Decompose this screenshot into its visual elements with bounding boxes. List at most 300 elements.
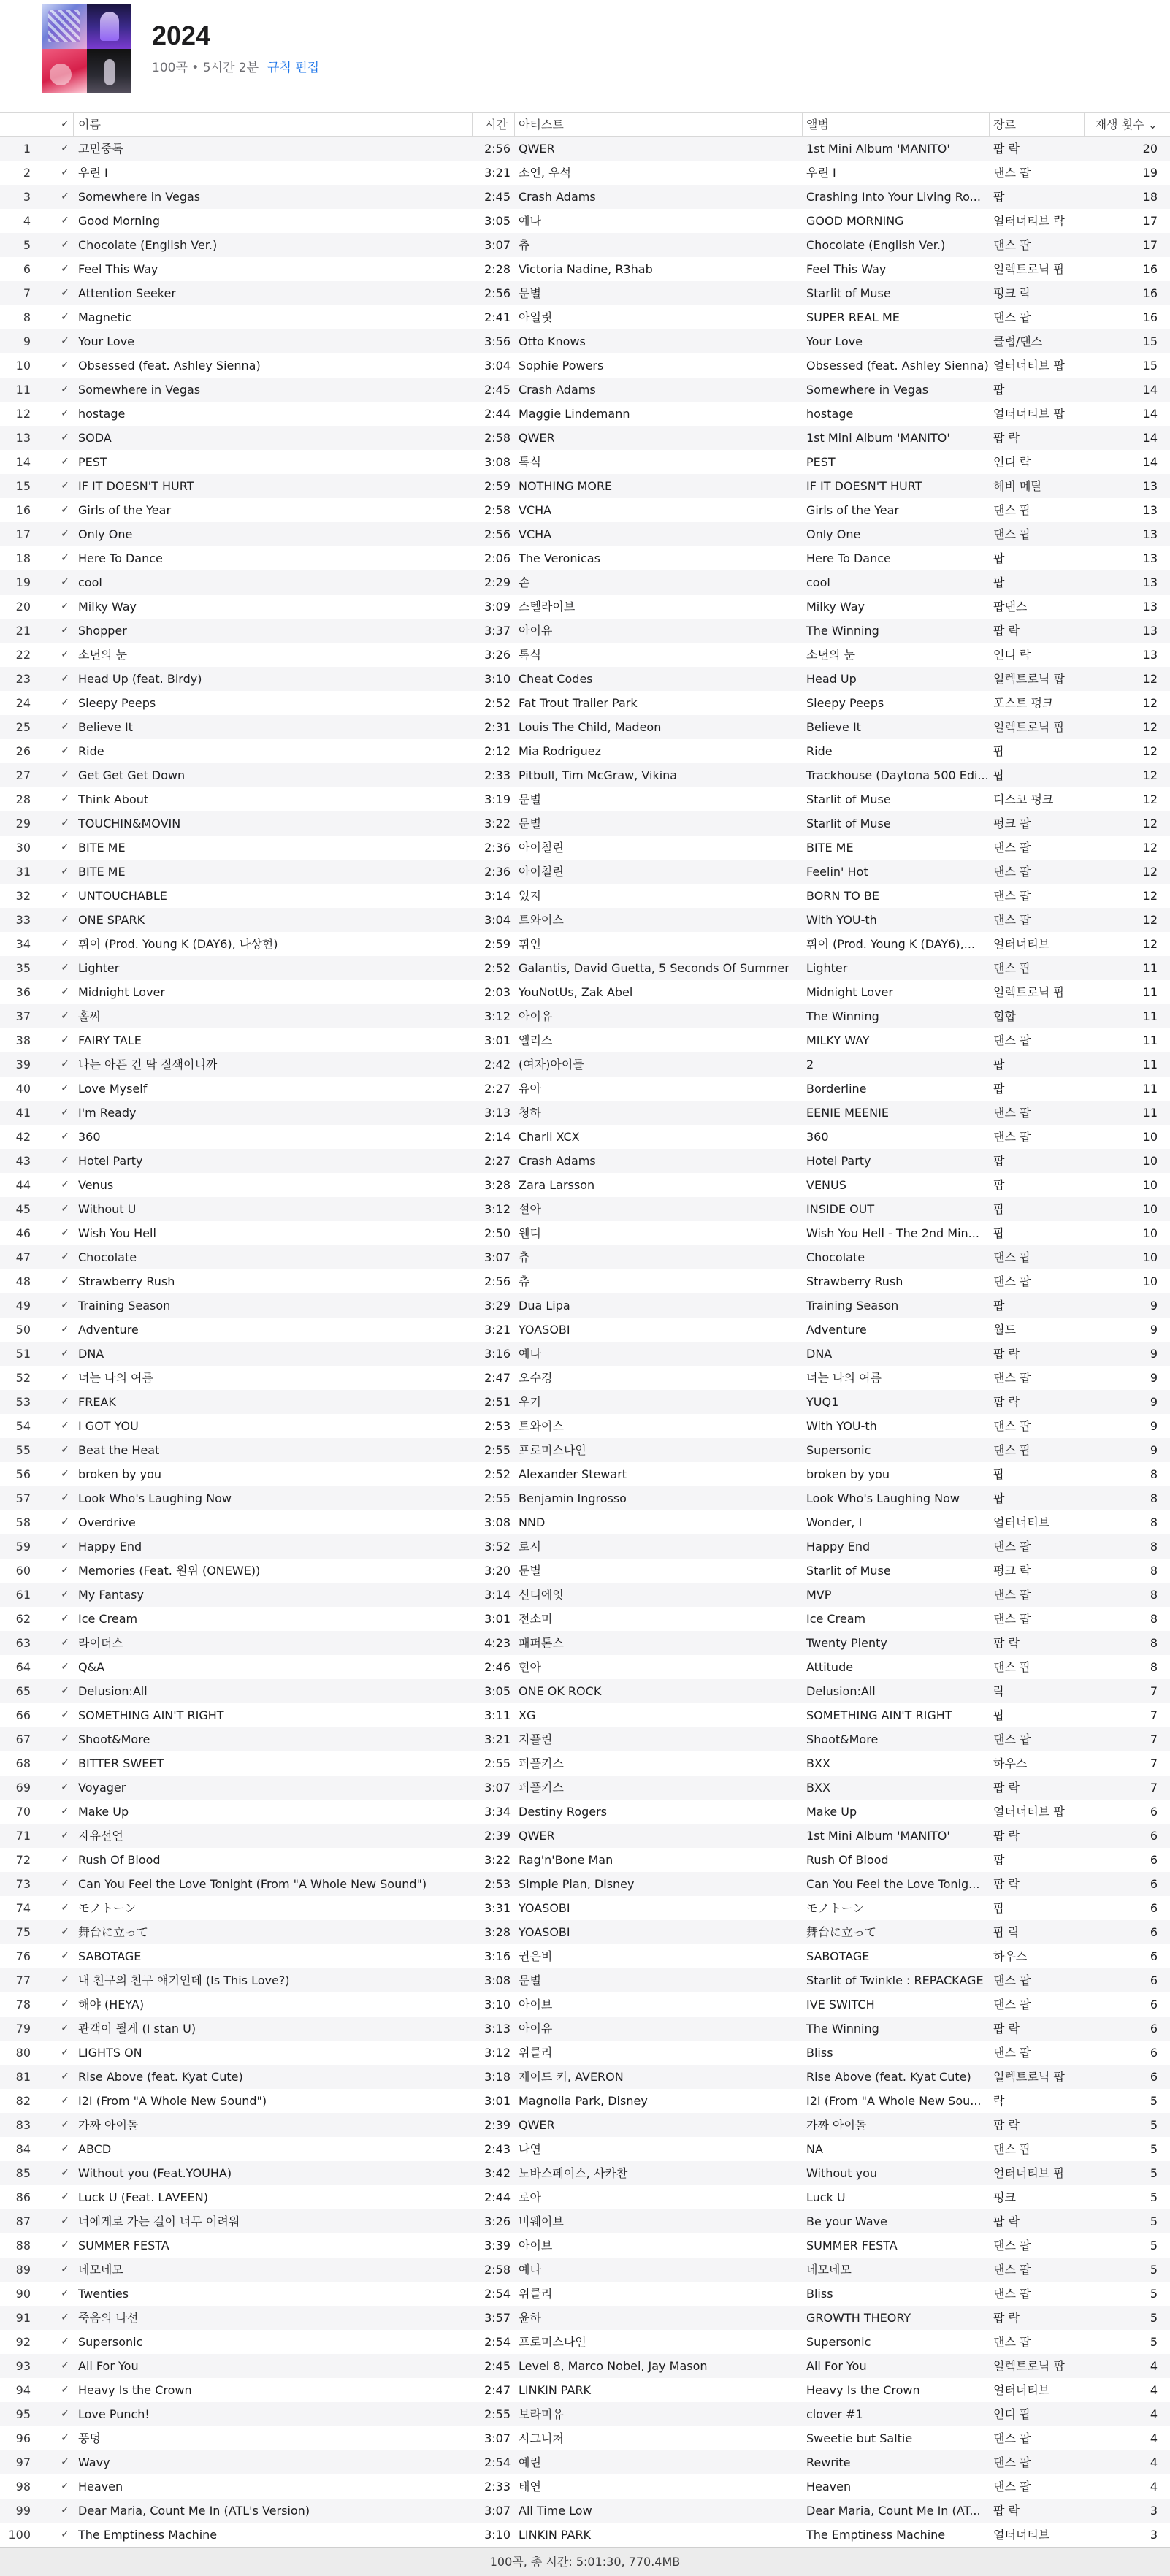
track-artist: Galantis, David Guetta, 5 Seconds Of Summer	[519, 961, 789, 975]
track-check-icon[interactable]: ✓	[61, 1275, 69, 1287]
table-row[interactable]	[0, 980, 1170, 1004]
track-check-icon[interactable]: ✓	[61, 890, 69, 901]
track-album: Crashing Into Your Living Ro...	[806, 190, 981, 204]
table-row[interactable]	[0, 1125, 1170, 1149]
table-row[interactable]	[0, 2185, 1170, 2209]
track-check-icon[interactable]: ✓	[61, 1010, 69, 1022]
table-row[interactable]	[0, 1366, 1170, 1390]
table-row[interactable]	[0, 1992, 1170, 2017]
table-row[interactable]	[0, 1559, 1170, 1583]
track-plays: 18	[1142, 190, 1158, 204]
track-check-icon[interactable]: ✓	[61, 1227, 69, 1239]
track-check-icon[interactable]: ✓	[61, 1830, 69, 1841]
track-name: Shoot&More	[78, 1732, 150, 1746]
column-header-bar	[0, 112, 1170, 137]
track-time: 3:07	[484, 1250, 511, 1264]
table-row[interactable]	[0, 2354, 1170, 2378]
track-check-icon[interactable]: ✓	[61, 600, 69, 612]
track-check-icon[interactable]: ✓	[61, 1998, 69, 2010]
track-number: 79	[15, 2022, 31, 2036]
track-time: 3:07	[484, 1781, 511, 1795]
table-row[interactable]	[0, 932, 1170, 956]
track-name: Luck U (Feat. LAVEEN)	[78, 2190, 208, 2204]
table-row[interactable]	[0, 402, 1170, 426]
track-check-icon[interactable]: ✓	[61, 1348, 69, 1359]
track-name: I GOT YOU	[78, 1419, 139, 1433]
track-check-icon[interactable]: ✓	[61, 1107, 69, 1118]
table-row[interactable]	[0, 1607, 1170, 1631]
track-name: broken by you	[78, 1467, 162, 1481]
track-plays: 12	[1142, 913, 1158, 927]
track-check-icon[interactable]: ✓	[61, 2360, 69, 2371]
column-check[interactable]: ✓	[61, 118, 69, 130]
table-row[interactable]	[0, 137, 1170, 161]
table-row[interactable]	[0, 739, 1170, 763]
track-album: Dear Maria, Count Me In (AT...	[806, 2504, 981, 2518]
track-check-icon[interactable]: ✓	[61, 2288, 69, 2299]
track-check-icon[interactable]: ✓	[61, 504, 69, 516]
table-row[interactable]	[0, 353, 1170, 378]
table-row[interactable]	[0, 570, 1170, 595]
track-check-icon[interactable]: ✓	[61, 1950, 69, 1962]
table-row[interactable]	[0, 1776, 1170, 1800]
table-row[interactable]	[0, 2258, 1170, 2282]
track-check-icon[interactable]: ✓	[61, 215, 69, 226]
track-check-icon[interactable]: ✓	[61, 697, 69, 708]
track-genre: 팝	[993, 744, 1005, 758]
table-row[interactable]	[0, 2137, 1170, 2161]
table-row[interactable]	[0, 1510, 1170, 1534]
track-check-icon[interactable]: ✓	[61, 1661, 69, 1673]
sort-chevron-icon: ⌄	[1147, 118, 1158, 131]
table-row[interactable]	[0, 2499, 1170, 2523]
track-check-icon[interactable]: ✓	[61, 1540, 69, 1552]
table-row[interactable]	[0, 1197, 1170, 1221]
track-check-icon[interactable]: ✓	[61, 1251, 69, 1263]
column-name[interactable]: 이름	[78, 118, 101, 131]
track-plays: 13	[1142, 479, 1158, 493]
track-check-icon[interactable]: ✓	[61, 1468, 69, 1480]
track-artist: Dua Lipa	[519, 1299, 570, 1312]
track-check-icon[interactable]: ✓	[61, 841, 69, 853]
track-plays: 6	[1150, 1901, 1158, 1915]
track-check-icon[interactable]: ✓	[61, 2095, 69, 2106]
track-check-icon[interactable]: ✓	[61, 817, 69, 829]
track-album: Milky Way	[806, 600, 865, 614]
table-row[interactable]	[0, 860, 1170, 884]
column-divider[interactable]	[514, 113, 515, 136]
track-check-icon[interactable]: ✓	[61, 1613, 69, 1624]
track-number: 5	[23, 238, 31, 252]
track-check-icon[interactable]: ✓	[61, 1372, 69, 1383]
table-row[interactable]	[0, 2330, 1170, 2354]
track-check-icon[interactable]: ✓	[61, 1709, 69, 1721]
track-check-icon[interactable]: ✓	[61, 408, 69, 419]
table-row[interactable]	[0, 1173, 1170, 1197]
table-row[interactable]	[0, 2209, 1170, 2233]
track-check-icon[interactable]: ✓	[61, 480, 69, 492]
track-check-icon[interactable]: ✓	[61, 1878, 69, 1889]
track-time: 2:43	[484, 2142, 511, 2156]
track-check-icon[interactable]: ✓	[61, 1902, 69, 1914]
track-check-icon[interactable]: ✓	[61, 1564, 69, 1576]
table-row[interactable]	[0, 836, 1170, 860]
track-album: Strawberry Rush	[806, 1274, 903, 1288]
track-genre: 댄스 팝	[993, 1250, 1031, 1264]
table-row[interactable]	[0, 1583, 1170, 1607]
track-check-icon[interactable]: ✓	[61, 649, 69, 660]
track-number: 34	[15, 937, 31, 951]
table-row[interactable]	[0, 2113, 1170, 2137]
track-check-icon[interactable]: ✓	[61, 769, 69, 781]
track-check-icon[interactable]: ✓	[61, 1203, 69, 1215]
track-check-icon[interactable]: ✓	[61, 938, 69, 949]
track-genre: 댄스 팝	[993, 1419, 1031, 1433]
table-row[interactable]	[0, 1655, 1170, 1679]
table-row[interactable]	[0, 619, 1170, 643]
track-check-icon[interactable]: ✓	[61, 1974, 69, 1986]
edit-rules-link[interactable]: 규칙 편집	[267, 61, 320, 75]
table-row[interactable]	[0, 1149, 1170, 1173]
table-row[interactable]	[0, 305, 1170, 329]
track-check-icon[interactable]: ✓	[61, 2263, 69, 2275]
track-check-icon[interactable]: ✓	[61, 2143, 69, 2155]
column-plays[interactable]	[1088, 113, 1158, 136]
table-row[interactable]	[0, 1318, 1170, 1342]
table-row[interactable]	[0, 498, 1170, 522]
track-time: 3:21	[484, 1732, 511, 1746]
track-album: Here To Dance	[806, 551, 891, 565]
table-row[interactable]	[0, 2378, 1170, 2402]
track-check-icon[interactable]: ✓	[61, 1805, 69, 1817]
track-check-icon[interactable]: ✓	[61, 359, 69, 371]
track-artist: 문별	[519, 1973, 541, 1987]
track-check-icon[interactable]: ✓	[61, 191, 69, 202]
track-genre: 댄스 팝	[993, 1443, 1031, 1457]
table-row[interactable]	[0, 1245, 1170, 1269]
track-number: 87	[15, 2214, 31, 2228]
table-row[interactable]	[0, 2402, 1170, 2426]
table-row[interactable]	[0, 1679, 1170, 1703]
track-check-icon[interactable]: ✓	[61, 986, 69, 998]
table-row[interactable]	[0, 2065, 1170, 2089]
table-row[interactable]	[0, 1944, 1170, 1968]
track-artist: Zara Larsson	[519, 1178, 595, 1192]
track-check-icon[interactable]: ✓	[61, 2312, 69, 2323]
table-row[interactable]	[0, 1631, 1170, 1655]
track-check-icon[interactable]: ✓	[61, 2432, 69, 2444]
table-row[interactable]	[0, 787, 1170, 811]
track-number: 13	[15, 431, 31, 445]
track-album: Trackhouse (Daytona 500 Edi...	[806, 768, 989, 782]
track-check-icon[interactable]: ✓	[61, 1034, 69, 1046]
column-artist[interactable]: 아티스트	[519, 118, 564, 131]
track-album: 휘이 (Prod. Young K (DAY6),...	[806, 937, 976, 951]
table-row[interactable]	[0, 956, 1170, 980]
table-row[interactable]	[0, 378, 1170, 402]
table-row[interactable]	[0, 2426, 1170, 2450]
track-check-icon[interactable]: ✓	[61, 528, 69, 540]
track-artist: 로시	[519, 1540, 541, 1553]
track-check-icon[interactable]: ✓	[61, 1685, 69, 1697]
table-row[interactable]	[0, 1077, 1170, 1101]
track-time: 2:52	[484, 961, 511, 975]
track-album: I2I (From "A Whole New Sou...	[806, 2094, 982, 2108]
track-genre: 댄스 팝	[993, 1274, 1031, 1288]
track-time: 2:55	[484, 1491, 511, 1505]
track-check-icon[interactable]: ✓	[61, 2480, 69, 2492]
table-row[interactable]	[0, 2017, 1170, 2041]
track-artist: 오수경	[519, 1371, 553, 1385]
track-time: 2:36	[484, 841, 511, 855]
track-check-icon[interactable]: ✓	[61, 1492, 69, 1504]
track-time: 3:12	[484, 1202, 511, 1216]
table-row[interactable]	[0, 1800, 1170, 1824]
track-check-icon[interactable]: ✓	[61, 2071, 69, 2082]
track-check-icon[interactable]: ✓	[61, 2191, 69, 2203]
track-album: Supersonic	[806, 2335, 871, 2349]
table-row[interactable]	[0, 2450, 1170, 2474]
table-row[interactable]	[0, 691, 1170, 715]
table-row[interactable]	[0, 233, 1170, 257]
table-row[interactable]	[0, 908, 1170, 932]
table-row[interactable]	[0, 209, 1170, 233]
column-divider[interactable]	[73, 113, 74, 136]
track-genre: 댄스 팝	[993, 2455, 1031, 2469]
track-check-icon[interactable]: ✓	[61, 865, 69, 877]
table-row[interactable]	[0, 1293, 1170, 1318]
table-row[interactable]	[0, 2523, 1170, 2547]
track-check-icon[interactable]: ✓	[61, 239, 69, 251]
track-number: 61	[15, 1588, 31, 1602]
track-artist: The Veronicas	[519, 551, 600, 565]
track-check-icon[interactable]: ✓	[61, 1854, 69, 1865]
track-check-icon[interactable]: ✓	[61, 311, 69, 323]
track-name: Rush Of Blood	[78, 1853, 161, 1867]
column-genre[interactable]: 장르	[993, 118, 1016, 131]
table-row[interactable]	[0, 1920, 1170, 1944]
track-number: 78	[15, 1998, 31, 2011]
table-row[interactable]	[0, 1703, 1170, 1727]
track-check-icon[interactable]: ✓	[61, 263, 69, 275]
track-name: UNTOUCHABLE	[78, 889, 167, 903]
track-check-icon[interactable]: ✓	[61, 1323, 69, 1335]
playlist-artwork[interactable]	[42, 4, 131, 93]
table-row[interactable]	[0, 2306, 1170, 2330]
track-name: Midnight Lover	[78, 985, 165, 999]
track-time: 2:14	[484, 1130, 511, 1144]
track-artist: 문별	[519, 792, 541, 806]
track-time: 3:37	[484, 624, 511, 638]
table-row[interactable]	[0, 2161, 1170, 2185]
table-row[interactable]	[0, 1028, 1170, 1052]
table-row[interactable]	[0, 2233, 1170, 2258]
track-check-icon[interactable]: ✓	[61, 1131, 69, 1142]
column-divider[interactable]	[989, 113, 990, 136]
track-artist: 예나	[519, 214, 541, 228]
track-album: Girls of the Year	[806, 503, 900, 517]
table-row[interactable]	[0, 2041, 1170, 2065]
table-row[interactable]	[0, 1269, 1170, 1293]
table-row[interactable]	[0, 161, 1170, 185]
track-artist: LINKIN PARK	[519, 2383, 592, 2397]
track-check-icon[interactable]: ✓	[61, 745, 69, 757]
table-row[interactable]	[0, 1342, 1170, 1366]
track-time: 2:47	[484, 1371, 511, 1385]
track-name: Overdrive	[78, 1516, 136, 1529]
table-row[interactable]	[0, 1751, 1170, 1776]
track-artist: 웬디	[519, 1226, 541, 1240]
track-check-icon[interactable]: ✓	[61, 2215, 69, 2227]
track-check-icon[interactable]: ✓	[61, 1179, 69, 1190]
table-row[interactable]	[0, 715, 1170, 739]
track-number: 15	[15, 479, 31, 493]
track-name: ABCD	[78, 2142, 112, 2156]
table-row[interactable]	[0, 667, 1170, 691]
table-row[interactable]	[0, 474, 1170, 498]
table-row[interactable]	[0, 1486, 1170, 1510]
track-check-icon[interactable]: ✓	[61, 962, 69, 974]
track-check-icon[interactable]: ✓	[61, 2022, 69, 2034]
track-check-icon[interactable]: ✓	[61, 2167, 69, 2179]
track-check-icon[interactable]: ✓	[61, 2504, 69, 2516]
track-genre: 댄스 팝	[993, 1998, 1031, 2011]
track-plays: 6	[1150, 1925, 1158, 1939]
table-row[interactable]	[0, 1414, 1170, 1438]
track-check-icon[interactable]: ✓	[61, 2239, 69, 2251]
track-check-icon[interactable]: ✓	[61, 2529, 69, 2540]
track-check-icon[interactable]: ✓	[61, 1155, 69, 1166]
track-genre: 댄스 팝	[993, 961, 1031, 975]
table-row[interactable]	[0, 2474, 1170, 2499]
table-row[interactable]	[0, 1462, 1170, 1486]
track-time: 2:51	[484, 1395, 511, 1409]
track-check-icon[interactable]: ✓	[61, 167, 69, 178]
track-check-icon[interactable]: ✓	[61, 432, 69, 443]
table-row[interactable]	[0, 643, 1170, 667]
track-check-icon[interactable]: ✓	[61, 673, 69, 684]
track-genre: 댄스 팝	[993, 865, 1031, 879]
table-row[interactable]	[0, 1534, 1170, 1559]
column-divider[interactable]	[1084, 113, 1085, 136]
table-row[interactable]	[0, 281, 1170, 305]
track-check-icon[interactable]: ✓	[61, 383, 69, 395]
track-check-icon[interactable]: ✓	[61, 1926, 69, 1938]
track-genre: 팝	[993, 1901, 1005, 1915]
table-row[interactable]	[0, 1052, 1170, 1077]
table-row[interactable]	[0, 1438, 1170, 1462]
table-row[interactable]	[0, 522, 1170, 546]
table-row[interactable]	[0, 763, 1170, 787]
track-name: Attention Seeker	[78, 286, 176, 300]
track-check-icon[interactable]: ✓	[61, 1733, 69, 1745]
track-check-icon[interactable]: ✓	[61, 1589, 69, 1600]
track-artist: NND	[519, 1516, 546, 1529]
track-check-icon[interactable]: ✓	[61, 335, 69, 347]
table-row[interactable]	[0, 1727, 1170, 1751]
track-album: Look Who's Laughing Now	[806, 1491, 960, 1505]
table-row[interactable]	[0, 185, 1170, 209]
track-check-icon[interactable]: ✓	[61, 1637, 69, 1648]
track-genre: 댄스 팝	[993, 1660, 1031, 1674]
track-check-icon[interactable]: ✓	[61, 624, 69, 636]
track-check-icon[interactable]: ✓	[61, 1396, 69, 1407]
column-divider[interactable]	[802, 113, 803, 136]
track-artist: 지플린	[519, 1732, 553, 1746]
table-row[interactable]	[0, 1968, 1170, 1992]
track-check-icon[interactable]: ✓	[61, 142, 69, 154]
table-row[interactable]	[0, 329, 1170, 353]
column-time[interactable]: 시간	[485, 118, 508, 131]
table-row[interactable]	[0, 450, 1170, 474]
track-artist: YOASOBI	[519, 1323, 570, 1337]
table-row[interactable]	[0, 811, 1170, 836]
track-number: 91	[15, 2311, 31, 2325]
table-row[interactable]	[0, 1848, 1170, 1872]
track-number: 75	[15, 1925, 31, 1939]
track-plays: 10	[1142, 1274, 1158, 1288]
track-genre: 클럽/댄스	[993, 335, 1043, 348]
track-check-icon[interactable]: ✓	[61, 2336, 69, 2347]
table-row[interactable]	[0, 1824, 1170, 1848]
track-check-icon[interactable]: ✓	[61, 793, 69, 805]
table-row[interactable]	[0, 257, 1170, 281]
table-row[interactable]	[0, 1004, 1170, 1028]
table-row[interactable]	[0, 1390, 1170, 1414]
track-check-icon[interactable]: ✓	[61, 1516, 69, 1528]
track-check-icon[interactable]: ✓	[61, 1299, 69, 1311]
table-row[interactable]	[0, 1101, 1170, 1125]
track-check-icon[interactable]: ✓	[61, 552, 69, 564]
track-check-icon[interactable]: ✓	[61, 456, 69, 467]
track-album: cool	[806, 576, 830, 589]
track-name: Get Get Get Down	[78, 768, 186, 782]
track-check-icon[interactable]: ✓	[61, 2119, 69, 2130]
track-album: Chocolate (English Ver.)	[806, 238, 946, 252]
column-album[interactable]: 앨범	[806, 118, 829, 131]
table-row[interactable]	[0, 1872, 1170, 1896]
table-row[interactable]	[0, 595, 1170, 619]
track-check-icon[interactable]: ✓	[61, 2384, 69, 2396]
track-check-icon[interactable]: ✓	[61, 2456, 69, 2468]
track-name: Make Up	[78, 1805, 129, 1819]
track-album: Bliss	[806, 2287, 833, 2301]
track-number: 62	[15, 1612, 31, 1626]
track-check-icon[interactable]: ✓	[61, 1444, 69, 1456]
table-row[interactable]	[0, 2089, 1170, 2113]
track-check-icon[interactable]: ✓	[61, 914, 69, 925]
track-genre: 댄스 팝	[993, 503, 1031, 517]
table-row[interactable]	[0, 884, 1170, 908]
table-row[interactable]	[0, 1896, 1170, 1920]
track-check-icon[interactable]: ✓	[61, 1757, 69, 1769]
track-check-icon[interactable]: ✓	[61, 1420, 69, 1432]
track-check-icon[interactable]: ✓	[61, 287, 69, 299]
track-check-icon[interactable]: ✓	[61, 721, 69, 733]
column-divider[interactable]	[472, 113, 473, 136]
table-row[interactable]	[0, 2282, 1170, 2306]
track-time: 3:21	[484, 166, 511, 180]
track-check-icon[interactable]: ✓	[61, 1058, 69, 1070]
table-row[interactable]	[0, 426, 1170, 450]
table-row[interactable]	[0, 1221, 1170, 1245]
track-check-icon[interactable]: ✓	[61, 2046, 69, 2058]
table-row[interactable]	[0, 546, 1170, 570]
track-check-icon[interactable]: ✓	[61, 2408, 69, 2420]
track-check-icon[interactable]: ✓	[61, 1082, 69, 1094]
track-check-icon[interactable]: ✓	[61, 1781, 69, 1793]
track-check-icon[interactable]: ✓	[61, 576, 69, 588]
